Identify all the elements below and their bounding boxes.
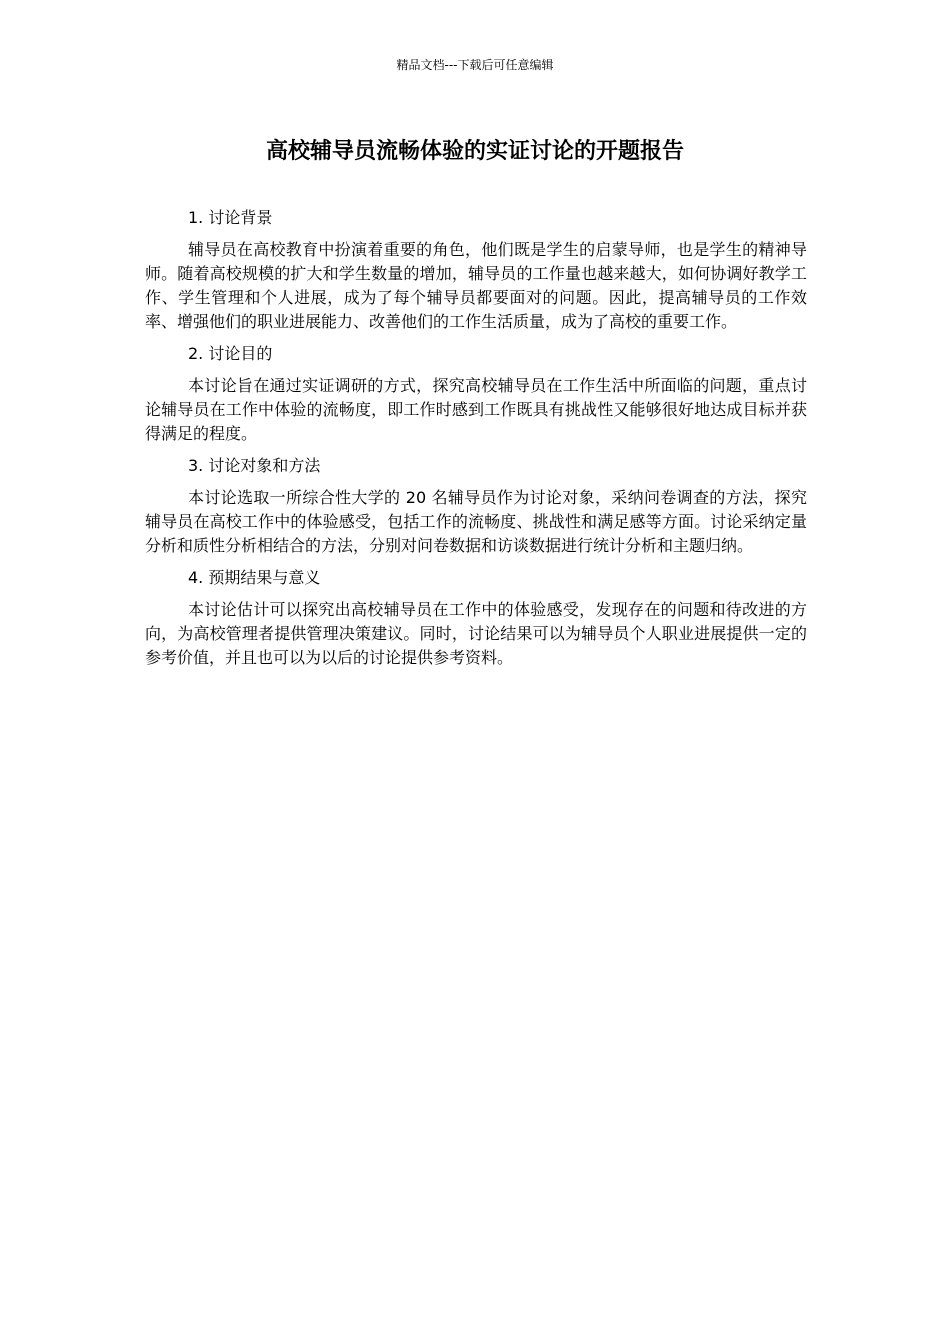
section-paragraph: 本讨论选取一所综合性大学的 20 名辅导员作为讨论对象，采纳问卷调查的方法，探究辅导员在高校工作中的体验感受，包括工作的流畅度、挑战性和满足感等方面。讨论采纳定量分析和质性分析相结合的方法，分别对问卷数据和访谈数据进行统计分析和主题归纳。 <box>145 488 807 555</box>
section-paragraph: 辅导员在高校教育中扮演着重要的角色，他们既是学生的启蒙导师，也是学生的精神导师。随着高校规模的扩大和学生数量的增加，辅导员的工作量也越来越大，如何协调好教学工作、学生管理和个人进展，成为了每个辅导员都要面对的问题。因此，提高辅导员的工作效率、增强他们的职业进展能力、改善他们的工作生活质量，成为了高校的重要工作。 <box>145 240 807 331</box>
section-heading: 2. 讨论目的 <box>188 344 273 363</box>
section-heading: 4. 预期结果与意义 <box>188 568 321 587</box>
section-heading: 3. 讨论对象和方法 <box>188 456 321 475</box>
header-note: 精品文档---下载后可任意编辑 <box>396 58 554 72</box>
section-expected-results <box>145 566 807 670</box>
section-subjects-methods <box>145 454 807 558</box>
section-paragraph: 本讨论估计可以探究出高校辅导员在工作中的体验感受，发现存在的问题和待改进的方向，为高校管理者提供管理决策建议。同时，讨论结果可以为辅导员个人职业进展提供一定的参考价值，并且也可以为以后的讨论提供参考资料。 <box>145 600 807 667</box>
section-background <box>145 206 807 334</box>
section-paragraph: 本讨论旨在通过实证调研的方式，探究高校辅导员在工作生活中所面临的问题，重点讨论辅导员在工作中体验的流畅度，即工作时感到工作既具有挑战性又能够很好地达成目标并获得满足的程度。 <box>145 376 807 443</box>
document-title: 高校辅导员流畅体验的实证讨论的开题报告 <box>265 139 684 164</box>
section-purpose <box>145 342 807 446</box>
section-heading: 1. 讨论背景 <box>188 208 273 227</box>
document-body <box>145 206 807 678</box>
